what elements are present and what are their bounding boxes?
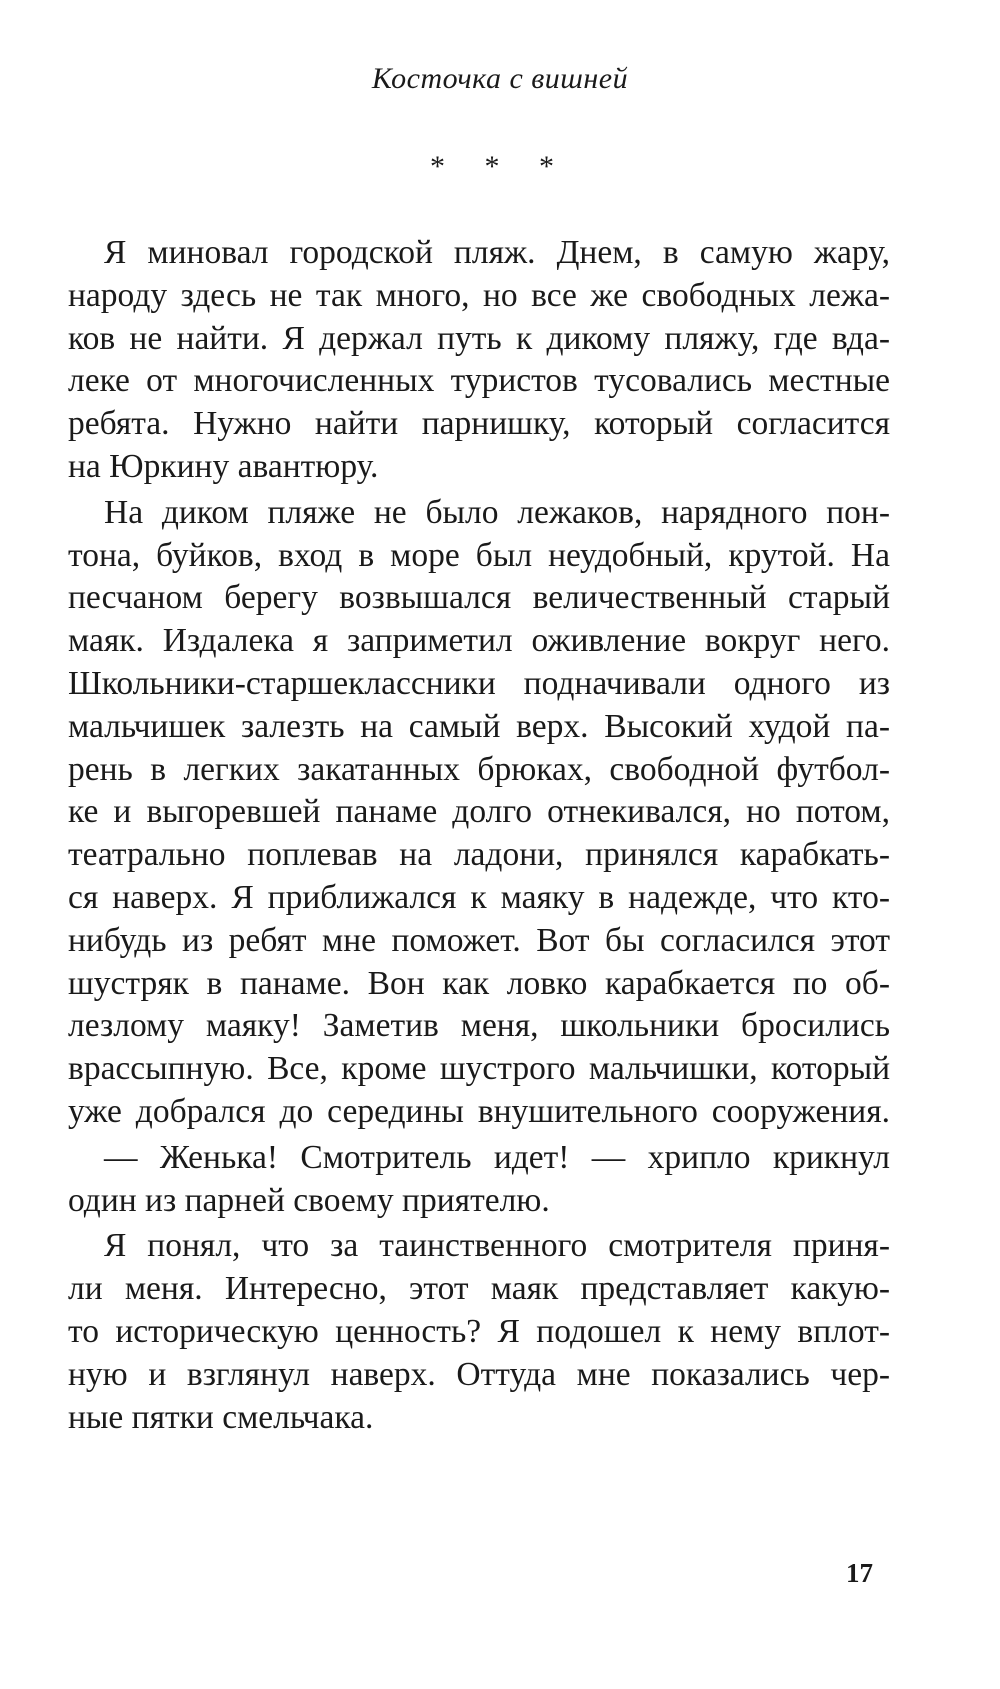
- text-line: ся наверх. Я приближался к маяку в надежде, что кто-: [68, 878, 890, 916]
- paragraph-1: [68, 232, 890, 489]
- text-line: ли меня. Интересно, этот маяк представляет какую-: [68, 1270, 890, 1308]
- paragraph-4: [68, 1225, 890, 1439]
- text-line: Я миновал городской пляж. Днем, в самую жару,: [104, 234, 890, 271]
- section-separator: * * *: [430, 150, 570, 183]
- body-text: [68, 232, 890, 1439]
- text-line: Школьники-старшеклассники подначивали одного из: [68, 664, 890, 702]
- text-line: уже добрался до середины внушительного сооружения.: [68, 1092, 890, 1130]
- text-line: леке от многочисленных туристов тусовались местные: [68, 362, 890, 400]
- running-title: Косточка с вишней: [371, 62, 629, 95]
- text-line: ные пятки смельчака.: [68, 1398, 374, 1436]
- text-line: ке и выгоревшей панаме долго отнекивался, но потом,: [68, 793, 890, 831]
- text-line: — Женька! Смотритель идет! — хрипло крикнул: [104, 1138, 890, 1176]
- text-line: тона, буйков, вход в море был неудобный, крутой. На: [68, 536, 890, 574]
- paragraph-3-dialogue: [68, 1137, 890, 1223]
- text-line: народу здесь не так много, но все же свободных лежа-: [68, 276, 890, 314]
- text-line: шустряк в панаме. Вон как ловко карабкается по об-: [68, 964, 890, 1002]
- text-line: рень в легких закатанных брюках, свободной футбол-: [68, 750, 890, 788]
- text-line: Я понял, что за таинственного смотрителя приня-: [104, 1227, 890, 1265]
- text-line: маяк. Издалека я заприметил оживление вокруг него.: [68, 622, 890, 660]
- text-line: театрально поплевав на ладони, принялся карабкать-: [68, 836, 890, 874]
- text-line: ную и взглянул наверх. Оттуда мне показались чер-: [68, 1355, 890, 1393]
- text-line: нибудь из ребят мне поможет. Вот бы согласился этот: [68, 921, 890, 959]
- text-line: мальчишек залезть на самый верх. Высокий худой па-: [68, 707, 890, 745]
- text-line: на Юркину авантюру.: [68, 447, 379, 485]
- text-line: ков не найти. Я держал путь к дикому пляжу, где вда-: [68, 319, 890, 357]
- text-line: песчаном берегу возвышался величественный старый: [68, 579, 890, 617]
- text-line: На диком пляже не было лежаков, нарядного пон-: [104, 493, 890, 531]
- text-line: ребята. Нужно найти парнишку, который согласится: [68, 405, 890, 443]
- text-line: лезлому маяку! Заметив меня, школьники бросились: [68, 1007, 890, 1045]
- paragraph-2: [68, 492, 890, 1134]
- text-line: то историческую ценность? Я подошел к нему вплот-: [68, 1312, 890, 1350]
- page-number: 17: [846, 1558, 873, 1588]
- text-line: врассыпную. Все, кроме шустрого мальчишки, который: [68, 1050, 890, 1088]
- text-line: один из парней своему приятелю.: [68, 1181, 550, 1219]
